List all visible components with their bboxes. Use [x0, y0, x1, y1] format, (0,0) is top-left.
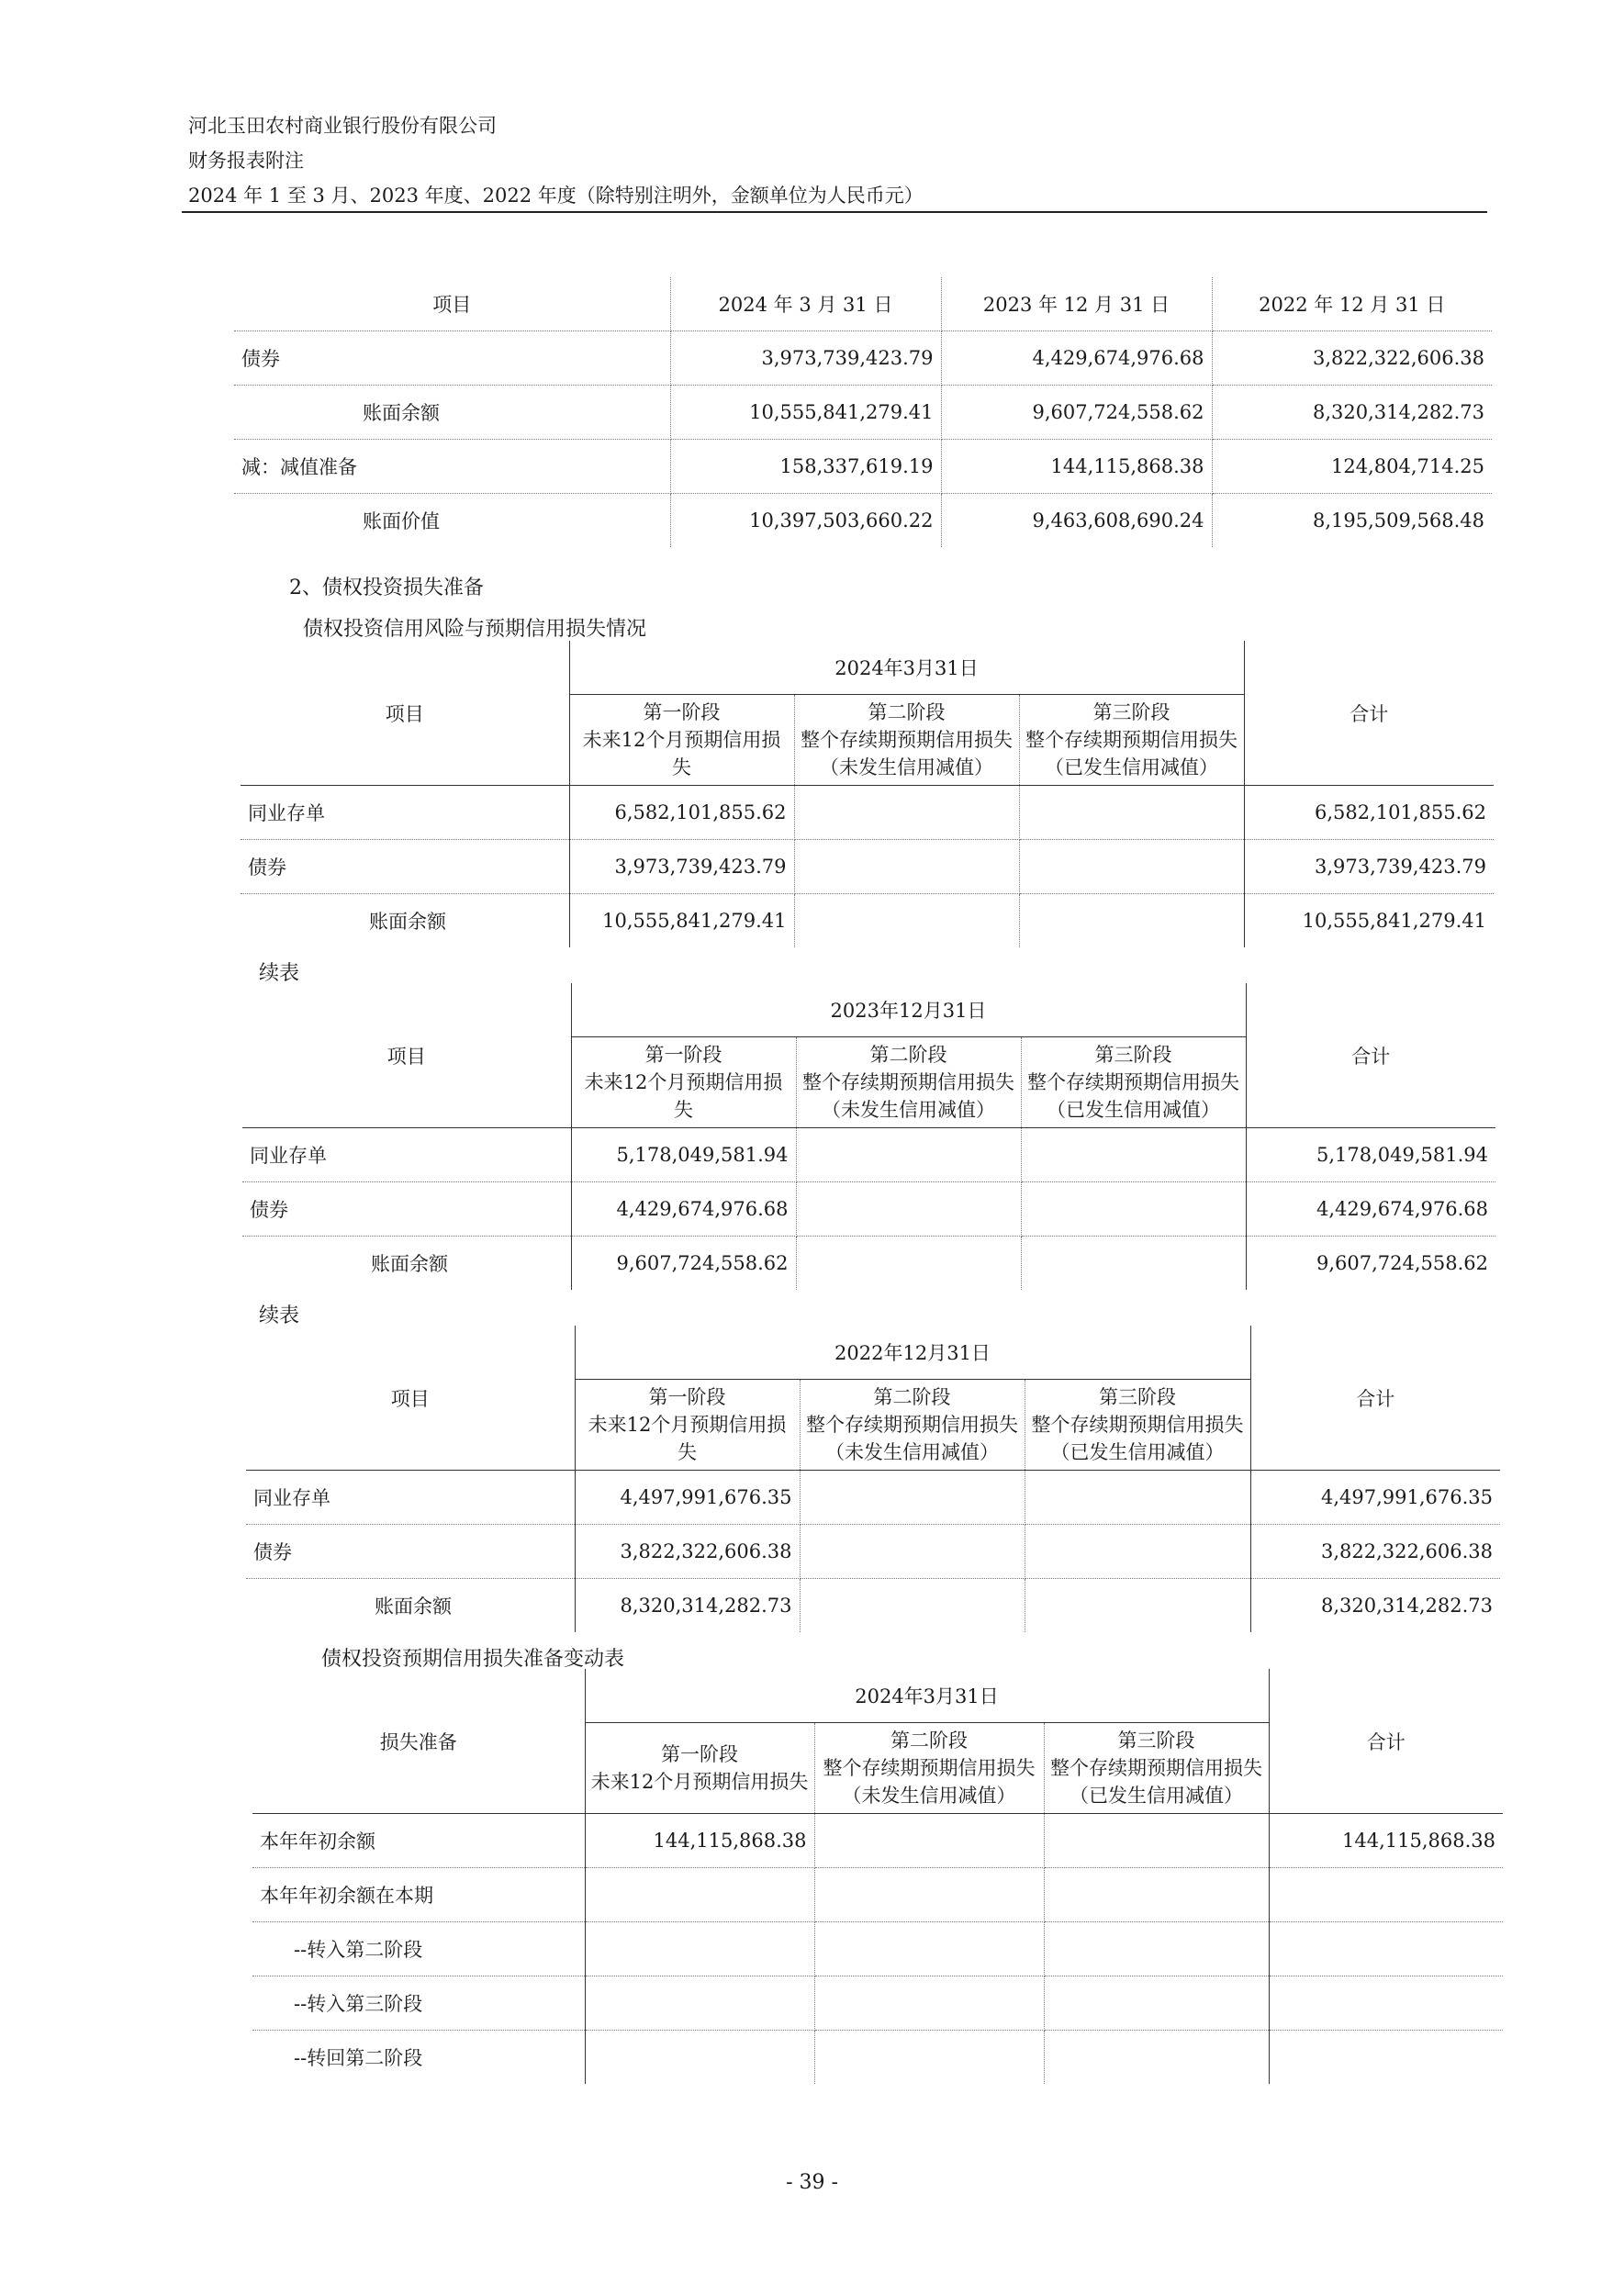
cell-value — [585, 2031, 814, 2085]
cell-value: 10,555,841,279.41 — [569, 894, 794, 948]
cell-value — [796, 1128, 1021, 1182]
table-row — [241, 840, 1494, 894]
stage-title: 第一阶段 — [643, 701, 721, 723]
stage-title: 第一阶段 — [661, 1743, 738, 1765]
page-number: - 39 - — [786, 2171, 838, 2194]
stage-desc: 整个存续期预期信用损失（未发生信用减值） — [806, 1414, 1018, 1463]
cell-value — [585, 1922, 814, 1976]
stage-desc: 未来12个月预期信用损失 — [590, 1771, 809, 1793]
cell-value: 144,115,868.38 — [585, 1814, 814, 1868]
table-header-row — [246, 1326, 1500, 1380]
column-header: 2022 年 12 月 31 日 — [1212, 277, 1492, 331]
stage-header — [569, 695, 794, 786]
table-header-row — [241, 641, 1494, 695]
cell-value: 8,320,314,282.73 — [1212, 386, 1492, 440]
cell-value: 6,582,101,855.62 — [569, 786, 794, 840]
stage-header — [814, 1723, 1044, 1814]
table-row — [234, 386, 1492, 440]
cell-value: 10,555,841,279.41 — [1244, 894, 1494, 948]
cell-value — [794, 786, 1019, 840]
cell-value: 3,973,739,423.79 — [1244, 840, 1494, 894]
cell-value — [1044, 1814, 1269, 1868]
row-label: 债券 — [234, 331, 670, 386]
stage-title: 第二阶段 — [869, 1044, 947, 1066]
cell-value: 4,429,674,976.68 — [941, 331, 1212, 386]
stage-header — [1044, 1723, 1269, 1814]
cell-value: 5,178,049,581.94 — [571, 1128, 796, 1182]
row-label: 本年年初余额 — [252, 1814, 585, 1868]
cell-value: 6,582,101,855.62 — [1244, 786, 1494, 840]
table-row — [241, 786, 1494, 840]
cell-value: 9,607,724,558.62 — [941, 386, 1212, 440]
date-header: 2024年3月31日 — [585, 1669, 1269, 1723]
row-label: 同业存单 — [246, 1471, 575, 1525]
table-row — [246, 1471, 1500, 1525]
stage-desc: 未来12个月预期信用损失 — [588, 1414, 787, 1463]
credit-risk-table-2024 — [241, 641, 1494, 947]
cell-value — [1019, 786, 1244, 840]
cell-value — [800, 1471, 1025, 1525]
cell-value: 158,337,619.19 — [670, 440, 941, 494]
table-row — [242, 1182, 1495, 1237]
row-label: 账面余额 — [246, 1579, 575, 1633]
cell-value: 3,822,322,606.38 — [575, 1525, 800, 1579]
row-label: 账面余额 — [242, 1237, 571, 1291]
cell-value — [1044, 1922, 1269, 1976]
column-header: 损失准备 — [252, 1669, 585, 1814]
stage-title: 第三阶段 — [1094, 1044, 1172, 1066]
row-label: 债券 — [246, 1525, 575, 1579]
cell-value: 4,429,674,976.68 — [1246, 1182, 1495, 1237]
table-row — [234, 440, 1492, 494]
column-header: 项目 — [234, 277, 670, 331]
row-label: 债券 — [241, 840, 569, 894]
stage-title: 第三阶段 — [1117, 1730, 1195, 1752]
stage-title: 第二阶段 — [890, 1730, 968, 1752]
loss-allowance-movement-table — [252, 1669, 1503, 2084]
row-label: 账面余额 — [234, 386, 670, 440]
cell-value: 9,607,724,558.62 — [571, 1237, 796, 1291]
row-label: 本年年初余额在本期 — [252, 1868, 585, 1922]
cell-value — [800, 1525, 1025, 1579]
cell-value: 3,973,739,423.79 — [569, 840, 794, 894]
cell-value — [1044, 2031, 1269, 2085]
row-label: 账面余额 — [241, 894, 569, 948]
stage-header — [585, 1723, 814, 1814]
stage-title: 第一阶段 — [648, 1386, 726, 1408]
stage-header — [575, 1380, 800, 1471]
cell-value — [1025, 1525, 1250, 1579]
stage-header — [796, 1037, 1021, 1128]
column-header: 合计 — [1269, 1669, 1503, 1814]
stage-desc: 整个存续期预期信用损失（已发生信用减值） — [1050, 1757, 1262, 1807]
date-header: 2022年12月31日 — [575, 1326, 1250, 1380]
cell-value — [1269, 1976, 1503, 2031]
stage-title: 第一阶段 — [644, 1044, 722, 1066]
cell-value — [794, 894, 1019, 948]
cell-value — [800, 1579, 1025, 1633]
stage-desc: 整个存续期预期信用损失（已发生信用减值） — [1031, 1414, 1244, 1463]
table-header-row — [242, 983, 1495, 1037]
column-header: 项目 — [242, 983, 571, 1128]
row-label: --转入第二阶段 — [252, 1922, 585, 1976]
cell-value — [1269, 1868, 1503, 1922]
cell-value — [814, 1976, 1044, 2031]
cell-value: 10,397,503,660.22 — [670, 494, 941, 548]
cell-value — [814, 1814, 1044, 1868]
credit-risk-table-2023 — [242, 983, 1495, 1290]
cell-value — [1025, 1471, 1250, 1525]
cell-value — [1019, 894, 1244, 948]
cell-value — [1025, 1579, 1250, 1633]
row-label: 同业存单 — [242, 1128, 571, 1182]
cell-value — [796, 1237, 1021, 1291]
cell-value — [1021, 1182, 1246, 1237]
cell-value: 124,804,714.25 — [1212, 440, 1492, 494]
cell-value — [814, 1868, 1044, 1922]
cell-value — [1269, 1922, 1503, 1976]
row-label: --转回第二阶段 — [252, 2031, 585, 2085]
cell-value: 144,115,868.38 — [941, 440, 1212, 494]
continued-label: 续表 — [259, 1304, 300, 1327]
table-row — [241, 894, 1494, 948]
stage-desc: 未来12个月预期信用损失 — [582, 729, 781, 778]
section-title: 2、债权投资损失准备 — [289, 577, 484, 599]
cell-value: 3,822,322,606.38 — [1212, 331, 1492, 386]
cell-value: 4,429,674,976.68 — [571, 1182, 796, 1237]
date-header: 2023年12月31日 — [571, 983, 1246, 1037]
cell-value — [1269, 2031, 1503, 2085]
table-row — [234, 331, 1492, 386]
cell-value: 5,178,049,581.94 — [1246, 1128, 1495, 1182]
cell-value — [794, 840, 1019, 894]
column-header: 2024 年 3 月 31 日 — [670, 277, 941, 331]
cell-value: 4,497,991,676.35 — [1250, 1471, 1500, 1525]
column-header: 合计 — [1244, 641, 1494, 786]
stage-desc: 整个存续期预期信用损失（未发生信用减值） — [801, 729, 1013, 778]
header-rule — [182, 211, 1487, 213]
company-name: 河北玉田农村商业银行股份有限公司 — [188, 115, 497, 137]
table-row — [252, 1922, 1503, 1976]
stage-title: 第二阶段 — [873, 1386, 951, 1408]
table-header-row — [234, 277, 1492, 331]
column-header: 合计 — [1250, 1326, 1500, 1471]
stage-title: 第二阶段 — [868, 701, 946, 723]
cell-value — [585, 1976, 814, 2031]
table-row — [234, 494, 1492, 548]
table-header-row — [252, 1669, 1503, 1723]
stage-desc: 整个存续期预期信用损失（已发生信用减值） — [1027, 1071, 1239, 1121]
section-subtitle: 债权投资信用风险与预期信用损失情况 — [303, 618, 647, 641]
carrying-amount-table — [234, 277, 1492, 547]
table-row — [252, 1976, 1503, 2031]
stage-desc: 整个存续期预期信用损失（未发生信用减值） — [823, 1757, 1036, 1807]
table-row — [252, 1868, 1503, 1922]
stage-header — [571, 1037, 796, 1128]
cell-value — [585, 1868, 814, 1922]
cell-value: 144,115,868.38 — [1269, 1814, 1503, 1868]
stage-desc: 整个存续期预期信用损失（已发生信用减值） — [1025, 729, 1238, 778]
cell-value: 10,555,841,279.41 — [670, 386, 941, 440]
movement-caption: 债权投资预期信用损失准备变动表 — [321, 1648, 625, 1671]
row-label: 同业存单 — [241, 786, 569, 840]
column-header: 项目 — [241, 641, 569, 786]
stage-title: 第三阶段 — [1099, 1386, 1176, 1408]
table-row — [242, 1237, 1495, 1291]
cell-value — [1021, 1237, 1246, 1291]
row-label: --转入第三阶段 — [252, 1976, 585, 2031]
cell-value: 8,195,509,568.48 — [1212, 494, 1492, 548]
cell-value — [1019, 840, 1244, 894]
cell-value: 3,973,739,423.79 — [670, 331, 941, 386]
stage-header — [1021, 1037, 1246, 1128]
reporting-period: 2024 年 1 至 3 月、2023 年度、2022 年度（除特别注明外，金额单位为人民币元） — [188, 185, 924, 207]
cell-value: 8,320,314,282.73 — [575, 1579, 800, 1633]
cell-value — [814, 2031, 1044, 2085]
stage-desc: 未来12个月预期信用损失 — [584, 1071, 783, 1121]
stage-header — [1019, 695, 1244, 786]
table-row — [246, 1525, 1500, 1579]
cell-value: 9,463,608,690.24 — [941, 494, 1212, 548]
date-header: 2024年3月31日 — [569, 641, 1244, 695]
table-row — [252, 2031, 1503, 2085]
table-row — [252, 1814, 1503, 1868]
row-label: 账面价值 — [234, 494, 670, 548]
cell-value — [1044, 1976, 1269, 2031]
stage-header — [794, 695, 1019, 786]
table-row — [242, 1128, 1495, 1182]
cell-value — [796, 1182, 1021, 1237]
cell-value — [814, 1922, 1044, 1976]
column-header: 项目 — [246, 1326, 575, 1471]
cell-value: 4,497,991,676.35 — [575, 1471, 800, 1525]
document-title: 财务报表附注 — [188, 150, 304, 172]
table-row — [246, 1579, 1500, 1633]
cell-value — [1044, 1868, 1269, 1922]
stage-desc: 整个存续期预期信用损失（未发生信用减值） — [802, 1071, 1014, 1121]
cell-value — [1021, 1128, 1246, 1182]
column-header: 2023 年 12 月 31 日 — [941, 277, 1212, 331]
column-header: 合计 — [1246, 983, 1495, 1128]
continued-label: 续表 — [259, 962, 300, 985]
row-label: 减：减值准备 — [234, 440, 670, 494]
row-label: 债券 — [242, 1182, 571, 1237]
stage-header — [800, 1380, 1025, 1471]
cell-value: 9,607,724,558.62 — [1246, 1237, 1495, 1291]
cell-value: 8,320,314,282.73 — [1250, 1579, 1500, 1633]
stage-header — [1025, 1380, 1250, 1471]
stage-title: 第三阶段 — [1092, 701, 1170, 723]
cell-value: 3,822,322,606.38 — [1250, 1525, 1500, 1579]
credit-risk-table-2022 — [246, 1326, 1500, 1632]
